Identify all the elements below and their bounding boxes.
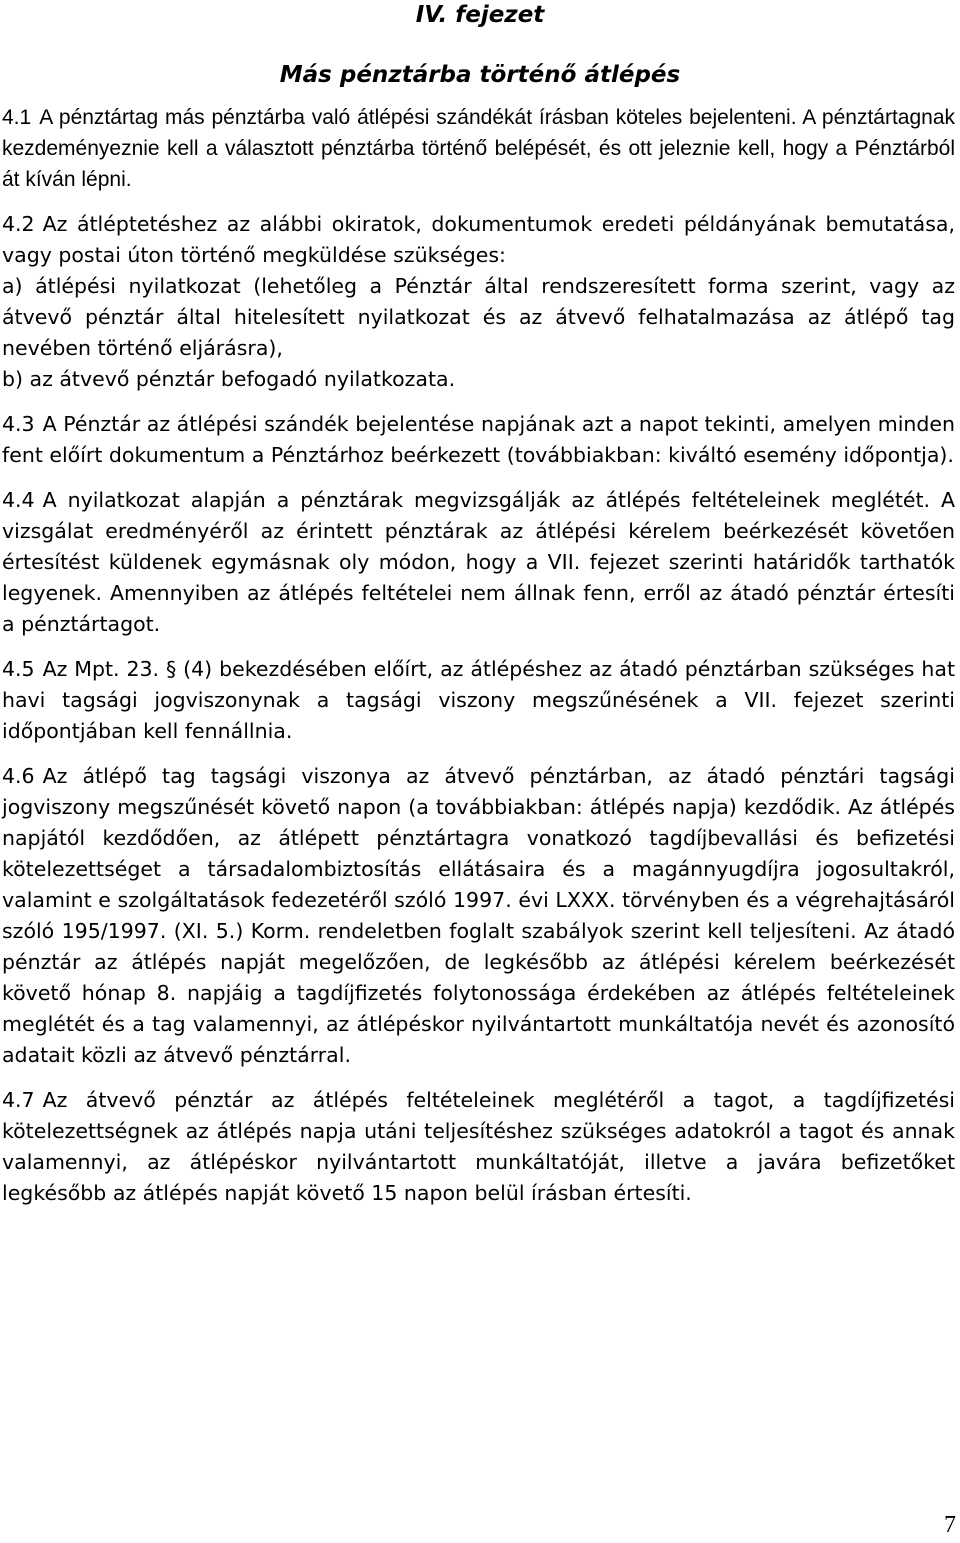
section-text: Az átléptetéshez az alábbi okiratok, dokumentumok eredeti példányának bemutatása, vagy postai úton történő megküldése szükséges: — [2, 212, 955, 267]
section-text: Az átlépő tag tagsági viszonya az átvevő pénztárban, az átadó pénztári tagsági jogviszony megszűnését követő napon (a továbbiakban: átlépés napja) kezdődik. Az átlépés napjától kezdődően, az átlépett pénztártagra vonatkozó tagdíjbevallási és befizetési kötelezettséget a társadalombiztosítás ellátásaira és a magánnyugdíjra jogosultakról, valamint e szolgáltatások fedezetéről szóló 1997. évi LXXX. törvényben és a végrehajtásáról szóló 195/1997. (XI. 5.) Korm. rendeletben foglalt szabályok szerint kell teljesíteni. Az átadó pénztár az átlépés napját megelőzően, de legkésőbb az átlépési kérelem beérkezését követő hónap 8. napjáig a tagdíjfizetés folytonossága érdekében az átlépés feltételeinek meglétét és a tag valamennyi, az átlépéskor nyilvántartott munkáltatója nevét és azonosító adatait közli az átvevő pénztárral. — [2, 764, 955, 1067]
section-4-1 — [2, 102, 955, 195]
page-number: 7 — [944, 1512, 956, 1538]
section-4-2 — [2, 209, 955, 395]
section-text: A Pénztár az átlépési szándék bejelentése napjának azt a napot tekinti, amelyen minden fent előírt dokumentum a Pénztárhoz beérkezett (továbbiakban: kiváltó esemény időpontja). — [2, 412, 955, 467]
section-number: 4.6 — [2, 764, 35, 788]
section-intro — [2, 209, 955, 271]
section-4-4 — [2, 485, 955, 640]
chapter-number: IV. fejezet — [415, 2, 545, 28]
section-number: 4.4 — [2, 488, 35, 512]
section-number: 4.5 — [2, 657, 35, 681]
section-number: 4.1 — [2, 106, 32, 129]
section-text: A pénztártag más pénztárba való átlépési szándékát írásban köteles bejelenteni. A pénztártagnak kezdeményeznie kell a választott pénztárba történő belépését, és ott jeleznie kell, hogy a Pénztárból át kíván lépni. — [2, 106, 955, 191]
list-item-a: a) átlépési nyilatkozat (lehetőleg a Pénztár által rendszeresített forma szerint, vagy az átvevő pénztár által hitelesített nyilatkozat és az átvevő felhatalmazása az átlépő tag nevében történő eljárásra), — [2, 274, 955, 360]
section-4-6 — [2, 761, 955, 1071]
document-body — [2, 102, 955, 1223]
section-number: 4.7 — [2, 1088, 35, 1112]
section-text: Az átvevő pénztár az átlépés feltételeinek meglétéről a tagot, a tagdíjfizetési kötelezettségnek az átlépés napja utáni teljesítéshez szükséges adatokról a tagot és annak valamennyi, az átlépéskor nyilvántartott munkáltatóját, illetve a javára befizetőket legkésőbb az átlépés napját követő 15 napon belül írásban értesíti. — [2, 1088, 955, 1205]
section-4-7 — [2, 1085, 955, 1209]
section-4-3 — [2, 409, 955, 471]
section-number: 4.3 — [2, 412, 35, 436]
section-number: 4.2 — [2, 212, 35, 236]
section-4-5 — [2, 654, 955, 747]
section-text: A nyilatkozat alapján a pénztárak megvizsgálják az átlépés feltételeinek meglétét. A vizsgálat eredményéről az érintett pénztárak az átlépési kérelem beérkezését követően értesítést küldenek egymásnak oly módon, hogy a VII. fejezet szerinti határidők tarthatók legyenek. Amennyiben az átlépés feltételei nem állnak fenn, erről az átadó pénztár értesíti a pénztártagot. — [2, 488, 955, 636]
section-text: Az Mpt. 23. § (4) bekezdésében előírt, az átlépéshez az átadó pénztárban szükséges hat havi tagsági jogviszonynak a tagsági viszony megszűnésének a VII. fejezet szerinti időpontjában kell fennállnia. — [2, 657, 955, 743]
chapter-title: Más pénztárba történő átlépés — [279, 62, 681, 88]
list-item-b: b) az átvevő pénztár befogadó nyilatkozata. — [2, 367, 456, 391]
